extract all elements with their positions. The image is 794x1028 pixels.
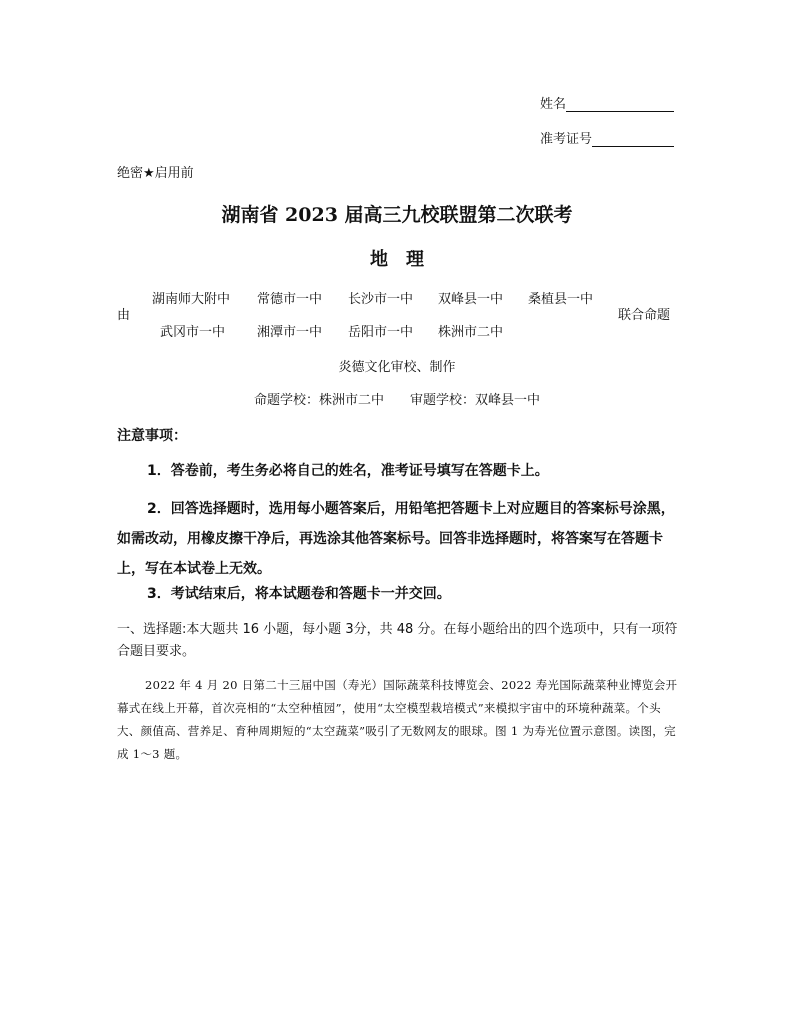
section-intro: 一、选择题:本大题共 16 小题，每小题 3分，共 48 分。在每小题给出的四个选项中，只有一项符合题目要求。	[117, 622, 678, 659]
notice-heading: 注意事项：	[117, 428, 187, 444]
notice-item: 3．考试结束后，将本试题卷和答题卡一并交回。	[147, 586, 451, 602]
school-row-1-item: 桑植县一中	[528, 292, 594, 307]
subject-title: 地 理	[370, 249, 424, 270]
name-blank	[566, 111, 674, 112]
setter-line: 命题学校：株洲市二中 审题学校：双峰县一中	[253, 393, 540, 408]
schools-prefix: 由	[117, 308, 131, 323]
school-row-2-item: 株洲市二中	[438, 325, 504, 340]
school-row-2-item: 湘潭市一中	[257, 325, 323, 340]
exam-title: 湖南省 2023 届高三九校联盟第二次联考	[221, 204, 573, 226]
school-row-1-item: 双峰县一中	[438, 292, 504, 307]
name-field	[540, 93, 674, 112]
notice-item: 1．答卷前，考生务必将自己的姓名，准考证号填写在答题卡上。	[147, 463, 549, 479]
exam-id-label: 准考证号	[540, 132, 593, 147]
school-row-2-item: 武冈市一中	[160, 325, 226, 340]
school-row-1-item: 湖南师大附中	[152, 292, 231, 307]
name-label: 姓名	[540, 97, 567, 112]
school-row-1-item: 常德市一中	[257, 292, 323, 307]
school-row-1-item: 长沙市一中	[348, 292, 414, 307]
reading-passage: 2022 年 4 月 20 日第二十三届中国（寿光）国际蔬菜科技博览会、2022 寿光国际蔬菜种业博览会开幕式在线上开幕，首次亮相的“太空种植园”，使用“太空模型栽培模式”来模拟宇宙中的环境种蔬菜。个头大、颜值高、营养足、育种周期短的“太空蔬菜”吸引了无数网友的眼球。图 1 为寿光位置示意图。读图，完成 1～3 题。	[117, 678, 678, 761]
exam-id-field	[540, 128, 674, 147]
review-org: 炎德文化审校、制作	[338, 360, 456, 375]
schools-suffix: 联合命题	[618, 308, 671, 323]
school-row-2-item: 岳阳市一中	[348, 325, 414, 340]
exam-id-blank	[592, 146, 674, 147]
notice-item: 2．回答选择题时，选用每小题答案后，用铅笔把答题卡上对应题目的答案标号涂黑，如需改动，用橡皮擦干净后，再选涂其他答案标号。回答非选择题时，将答案写在答题卡上，写在本试卷上无效。	[117, 501, 675, 577]
confidential-label: 绝密★启用前	[117, 166, 194, 181]
